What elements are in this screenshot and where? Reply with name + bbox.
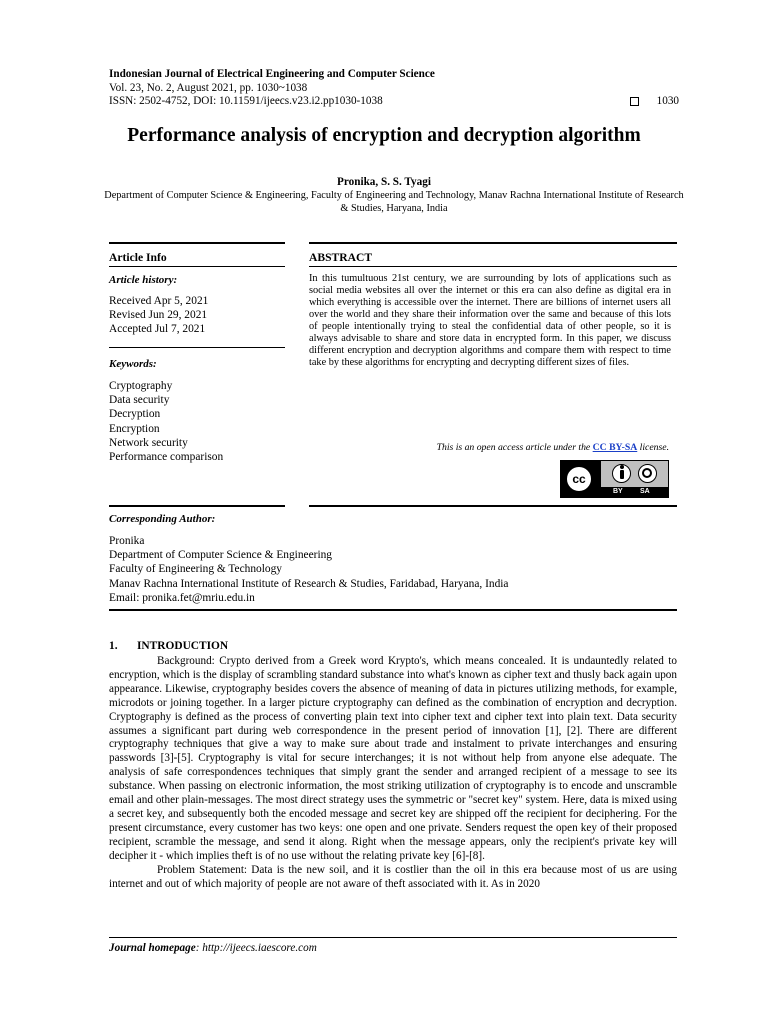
affiliation: Department of Computer Science & Engineering, Faculty of Engineering and Technology, Manav Rachna International Institute of Research & Studies, Haryana, India [104, 190, 684, 214]
keyword: Network security [109, 436, 188, 449]
author-name: Pronika [109, 535, 145, 547]
journal-header [109, 68, 679, 109]
accepted-date: Accepted Jul 7, 2021 [109, 323, 206, 336]
keyword: Data security [109, 394, 170, 407]
divider [309, 505, 677, 507]
cc-by-sa-badge[interactable] [560, 460, 669, 498]
keyword: Performance comparison [109, 451, 224, 464]
paragraph: Background: Crypto derived from a Greek word Krypto's, which means concealed. It is undauntedly related to encryption, which is the display of scrambling standard substance into what's known as cipher text and thusly back again upon appearance. Likewise, cryptography besides covers the absence of meaning of data in pictures utilizing methods, for example, microdots or joining together. In a larger picture cryptography can defined as the combination of encryption and decryption. Cryptography is defined as the process of converting plain text into cipher text and cipher text into plain text. Data security assumes a significant part during web correspondence in the present period of innovation [1], [2]. There are different cryptography techniques that give a way to make sure about trade and instalment to private interchanges and ensuring passwords [3]-[5]. Cryptography is vital for secure interchanges; it is not without help from anyone else adequate. The analysis of safe correspondences techniques that simply grant the sender and arranged recipient of a message to see its substance. When passing on electronic information, the most striking utilization of cryptography is to encode and unscramble email and other plain-messages. The most direct strategy uses the symmetric or "secret key" system. Here, data is mixed using a secret key, and subsequently both the encoded message and secret key are shipped off the recipient for deciphering. For the present circumstance, every customer has two keys: one open and one private. Senders request the open key of their proposed recipient, scramble the message, and send it along. Right when the message appears, only the recipient's private key will decipher it - which implies theft is of no use without the relating private key [6]-[8]. [109, 655, 677, 862]
open-access-notice: This is an open access article under the CC BY-SA license. [436, 442, 669, 453]
keyword: Decryption [109, 408, 161, 421]
institute: Manav Rachna International Institute of Research & Studies, Faridabad, Haryana, India [109, 577, 509, 590]
abstract-heading: ABSTRACT [309, 251, 373, 264]
department: Department of Computer Science & Engineering [109, 549, 332, 562]
corresponding-heading: Corresponding Author: [109, 513, 216, 525]
divider [109, 266, 285, 267]
creative-commons-icon: cc [565, 465, 593, 493]
divider [109, 609, 677, 611]
page-number: 1030 [656, 95, 679, 107]
divider [109, 347, 285, 348]
history-list [109, 294, 208, 337]
history-heading: Article history: [109, 274, 178, 286]
homepage-link[interactable]: : http://ijeecs.iaescore.com [195, 942, 317, 954]
article-info-heading: Article Info [109, 251, 167, 264]
authors: Pronika, S. S. Tyagi [337, 176, 431, 188]
keywords-list [109, 379, 223, 464]
journal-name: Indonesian Journal of Electrical Engineering and Computer Science [109, 68, 435, 80]
attribution-icon [612, 464, 631, 483]
received-date: Received Apr 5, 2021 [109, 295, 209, 307]
divider [109, 242, 285, 244]
corresponding-author [109, 534, 679, 605]
divider [309, 266, 677, 267]
issn-row [109, 95, 679, 109]
introduction-body [109, 655, 677, 891]
keyword: Cryptography [109, 380, 173, 392]
license-link[interactable]: CC BY-SA [592, 442, 638, 453]
divider [109, 505, 285, 507]
faculty: Faculty of Engineering & Technology [109, 563, 282, 576]
keyword: Encryption [109, 422, 160, 435]
journal-homepage: Journal homepage: http://ijeecs.iaescore.com [109, 942, 317, 954]
volume-info: Vol. 23, No. 2, August 2021, pp. 1030~1038 [109, 81, 308, 94]
share-alike-icon [638, 464, 657, 483]
revised-date: Revised Jun 29, 2021 [109, 309, 208, 322]
badge-by-label: BY [613, 488, 623, 495]
abstract-text: In this tumultuous 21st century, we are surrounding by lots of applications such as social media websites all over the internet or this era can also define as digital era in which everything is accessible over the internet. There are billions of internet users all over the world and they share their information over the same and because of this lots of people intentionally trying to steal the confidential data of other people, so it is always advisable to share and store data in encrypted form. In this paper, we discuss different encryption and decryption algorithms and compare them with respect to time take by these algorithms for encrypting and decrypting different sizes of files. [309, 273, 671, 368]
section-heading: 1. INTRODUCTION [109, 640, 229, 652]
issn-doi: ISSN: 2502-4752, DOI: 10.11591/ijeecs.v23.i2.pp1030-1038 [109, 95, 383, 107]
divider [309, 242, 677, 244]
paper-title: Performance analysis of encryption and decryption algorithm [127, 125, 641, 146]
keywords-heading: Keywords: [109, 358, 157, 370]
email: Email: pronika.fet@mriu.edu.in [109, 591, 255, 604]
paragraph: Problem Statement: Data is the new soil, and it is costlier than the oil in this era because most of us are using internet and out of which majority of people are not aware of theft associated with it. As in 2020 [109, 863, 677, 890]
badge-sa-label: SA [640, 488, 650, 495]
divider [109, 937, 677, 938]
square-icon [630, 97, 639, 106]
